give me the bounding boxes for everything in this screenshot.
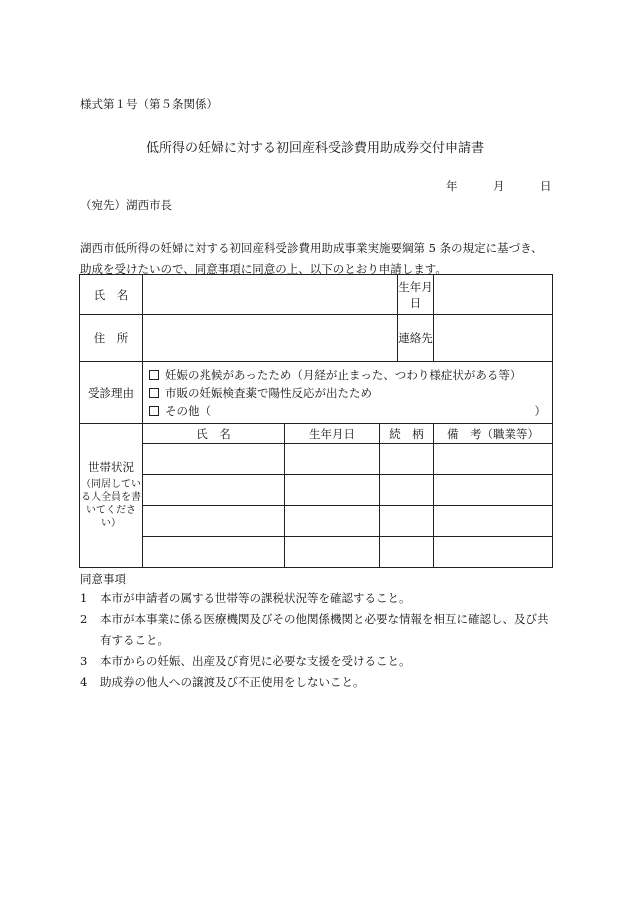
household-relation-cell[interactable] [380, 537, 434, 568]
form-number: 様式第１号（第５条関係） [80, 97, 218, 111]
household-remarks-cell[interactable] [434, 537, 553, 568]
reason-option-other[interactable] [149, 402, 546, 420]
intro-line-2: 助成を受けたいので、同意事項に同意の上、以下のとおり申請します。 [80, 262, 447, 276]
household-note: （同居している人全員を書いてください） [81, 479, 141, 529]
reason-option-label: 妊娠の兆候があったため（月経が止まった、つわり様症状がある等） [165, 367, 522, 382]
household-relation-cell[interactable] [380, 444, 434, 475]
household-name-cell[interactable] [143, 506, 285, 537]
address-label: 住 所 [80, 315, 143, 362]
date-day-label: 日 [540, 179, 552, 193]
consent-list [80, 588, 555, 693]
consent-item-text: 本市が申請者の属する世帯等の課税状況等を確認すること。 [100, 591, 411, 605]
household-row [80, 444, 553, 475]
household-remarks-cell[interactable] [434, 444, 553, 475]
checkbox-icon[interactable] [149, 406, 159, 416]
household-name-cell[interactable] [143, 537, 285, 568]
name-field[interactable] [143, 275, 398, 315]
birth-date-label: 生年月日 [398, 275, 434, 315]
consent-item [80, 672, 555, 693]
household-birth-cell[interactable] [285, 444, 380, 475]
household-header-remarks: 備 考（職業等） [434, 424, 553, 444]
household-remarks-cell[interactable] [434, 475, 553, 506]
household-remarks-cell[interactable] [434, 506, 553, 537]
household-header-relation: 続 柄 [380, 424, 434, 444]
name-label: 氏 名 [80, 275, 143, 315]
reason-option-test-positive[interactable] [149, 384, 546, 402]
intro-line-1: 湖西市低所得の妊婦に対する初回産科受診費用助成事業実施要綱第 5 条の規定に基づき、 [80, 241, 543, 255]
consent-item-text: 本市が本事業に係る医療機関及びその他関係機関と必要な情報を相互に確認し、及び共有すること。 [100, 612, 549, 647]
date-month-label: 月 [493, 179, 505, 193]
consent-item-text: 本市からの妊娠、出産及び育児に必要な支援を受けること。 [100, 654, 411, 668]
consent-item-number: 1 [80, 591, 88, 605]
reason-option-pregnancy-signs[interactable] [149, 366, 546, 384]
date-year-label: 年 [446, 179, 458, 193]
reason-label: 受診理由 [80, 362, 143, 424]
reason-other-close: ） [534, 403, 547, 418]
household-row [80, 537, 553, 568]
contact-field[interactable] [434, 315, 553, 362]
household-header-name: 氏 名 [143, 424, 285, 444]
household-name-cell[interactable] [143, 475, 285, 506]
household-name-cell[interactable] [143, 444, 285, 475]
household-birth-cell[interactable] [285, 506, 380, 537]
reason-options [143, 362, 553, 424]
contact-label: 連絡先 [398, 315, 434, 362]
consent-item [80, 588, 555, 609]
household-birth-cell[interactable] [285, 475, 380, 506]
reason-option-label: 市販の妊娠検査薬で陽性反応が出たため [165, 385, 372, 400]
household-relation-cell[interactable] [380, 506, 434, 537]
addressee: （宛先）湖西市長 [80, 198, 172, 212]
household-header-birth: 生年月日 [285, 424, 380, 444]
household-label-cell [80, 424, 143, 568]
application-table [79, 274, 553, 568]
consent-item-text: 助成券の他人への譲渡及び不正使用をしないこと。 [100, 675, 365, 689]
consent-title: 同意事項 [80, 572, 126, 586]
household-birth-cell[interactable] [285, 537, 380, 568]
household-row [80, 475, 553, 506]
consent-item-number: 2 [80, 612, 88, 626]
birth-date-field[interactable] [434, 275, 553, 315]
household-label: 世帯状況 [88, 460, 134, 474]
checkbox-icon[interactable] [149, 370, 159, 380]
reason-option-label: その他（ [165, 403, 211, 418]
consent-item-number: 4 [80, 675, 88, 689]
household-relation-cell[interactable] [380, 475, 434, 506]
household-row [80, 506, 553, 537]
consent-item [80, 651, 555, 672]
consent-item-number: 3 [80, 654, 88, 668]
address-field[interactable] [143, 315, 398, 362]
checkbox-icon[interactable] [149, 388, 159, 398]
consent-item [80, 609, 555, 651]
document-title: 低所得の妊婦に対する初回産科受診費用助成券交付申請書 [145, 141, 484, 156]
